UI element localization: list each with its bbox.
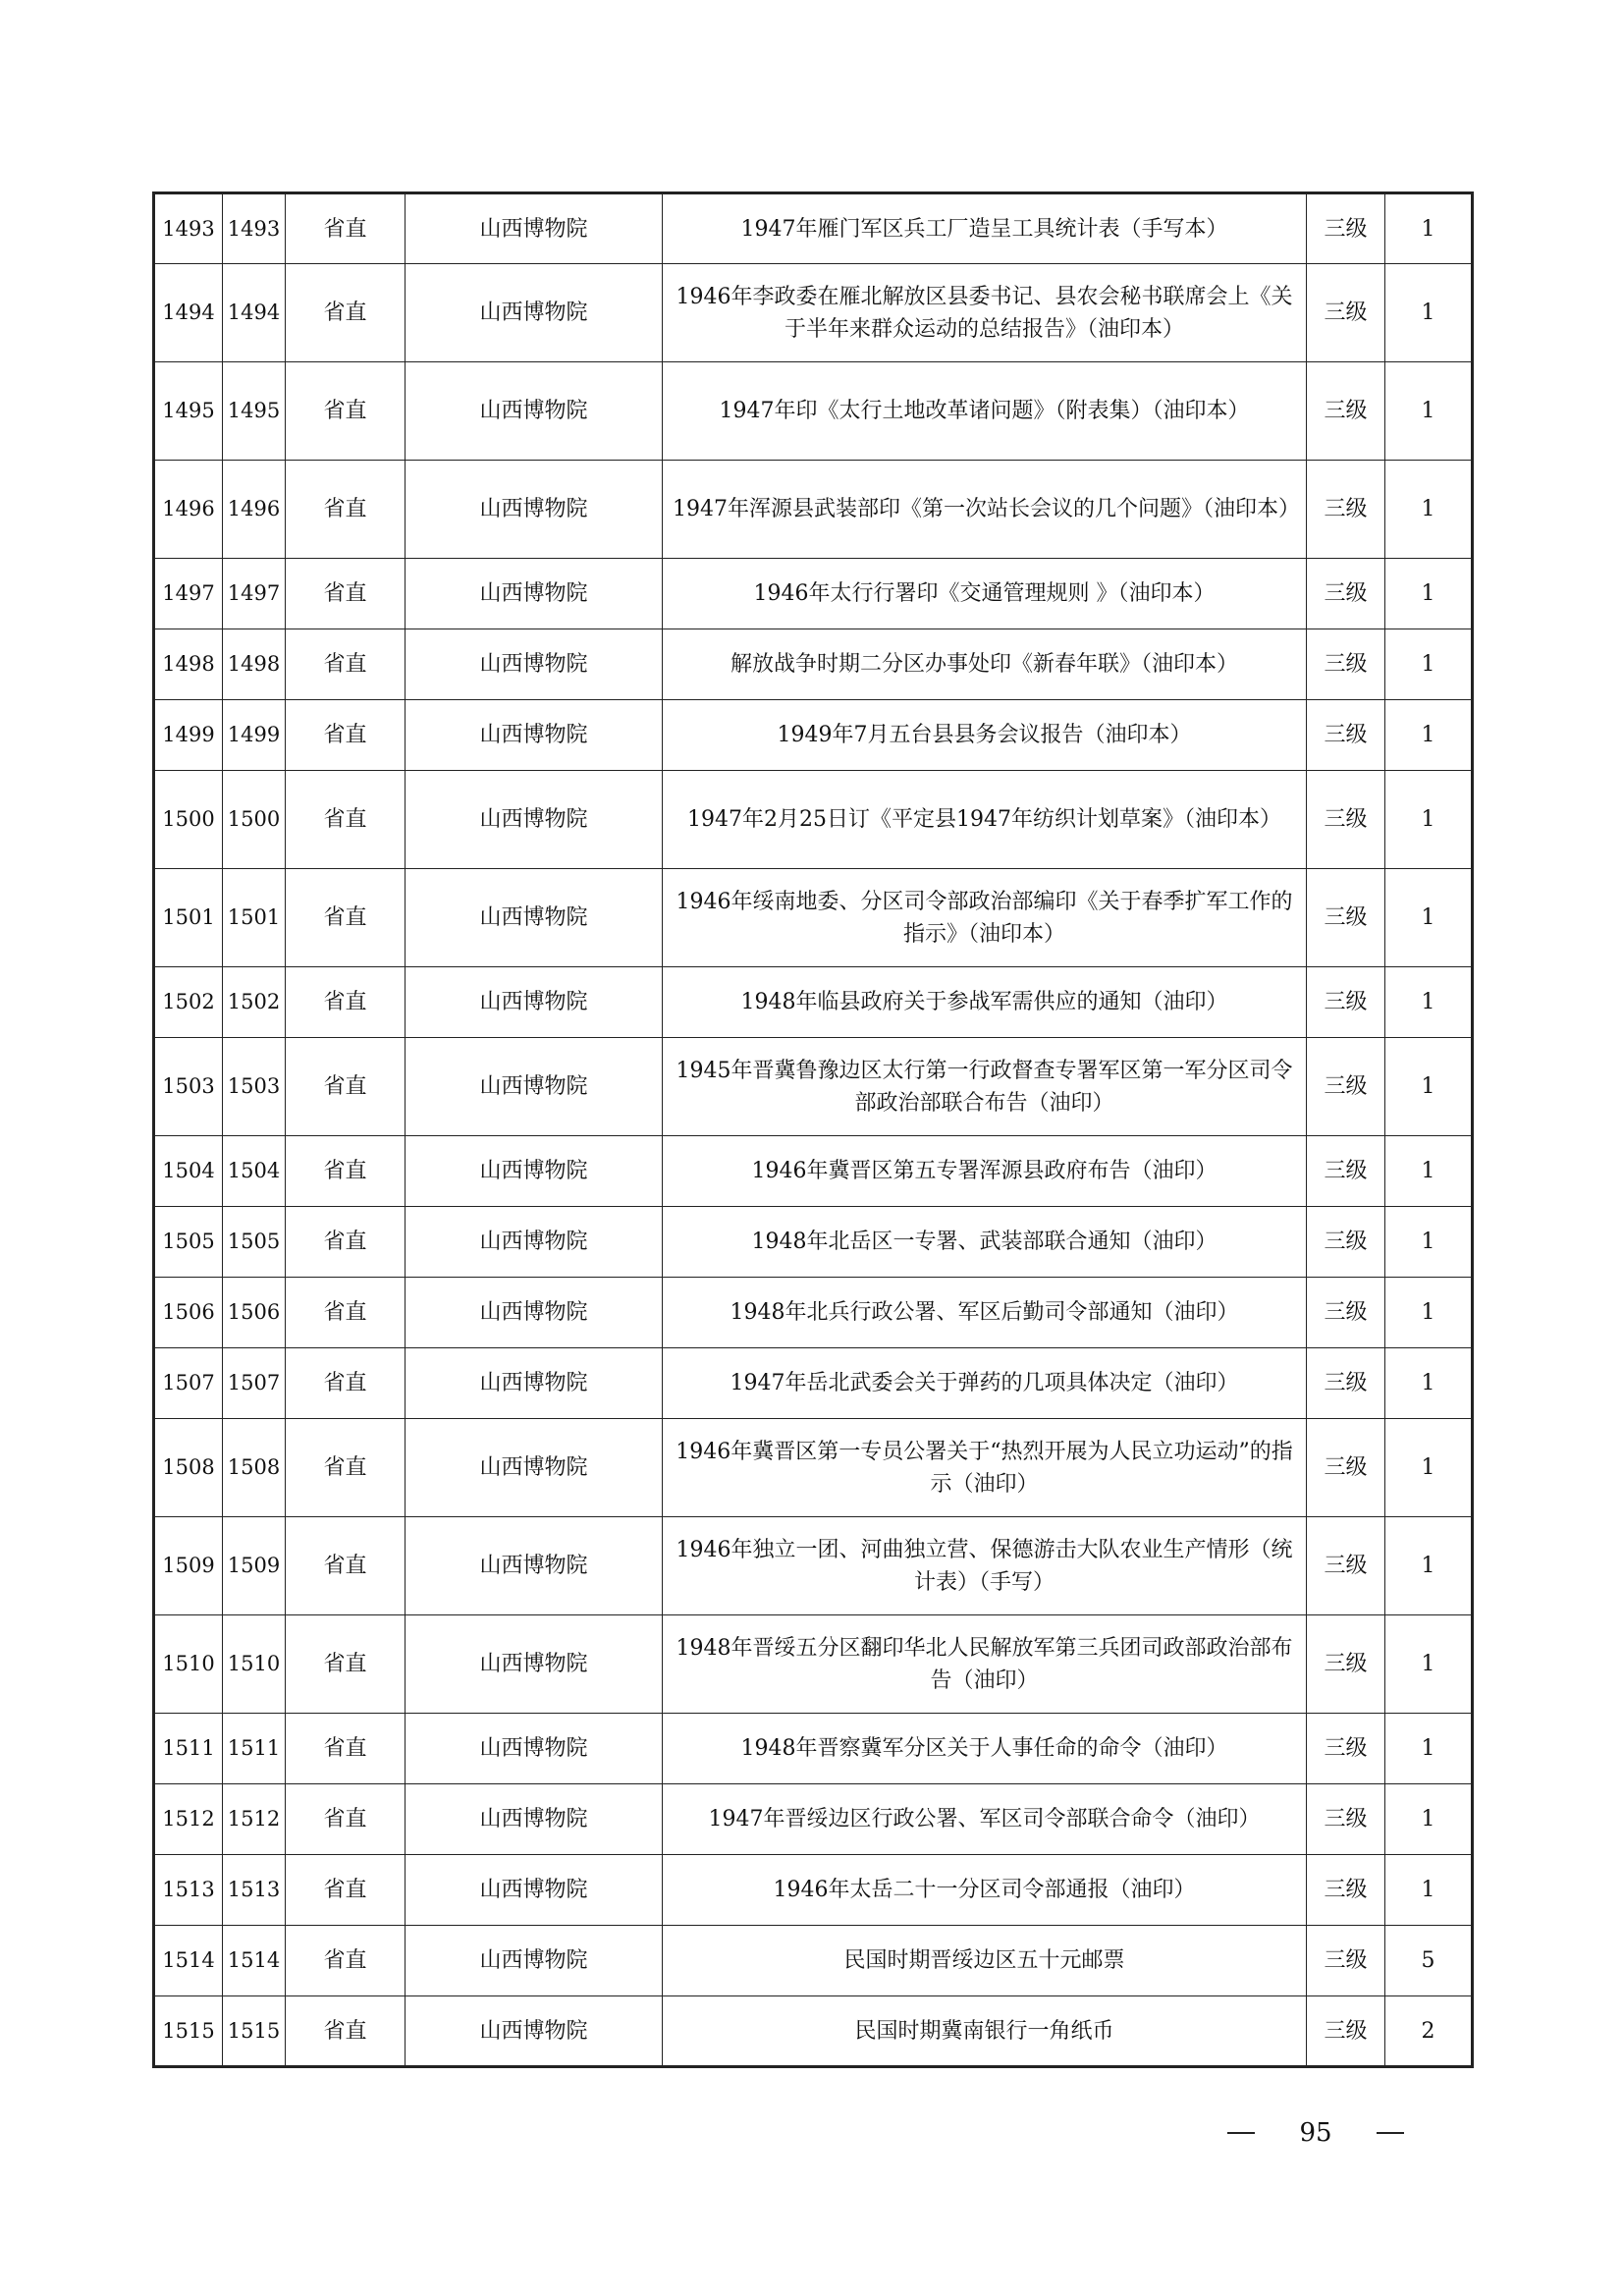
cell-seq: 1500 bbox=[154, 771, 223, 869]
cell-category: 省直 bbox=[286, 1926, 406, 1996]
table-row bbox=[154, 1348, 1473, 1419]
cell-num: 1513 bbox=[223, 1855, 286, 1926]
cell-num: 1497 bbox=[223, 559, 286, 629]
table-row bbox=[154, 193, 1473, 264]
table-row bbox=[154, 700, 1473, 771]
cell-level: 三级 bbox=[1307, 362, 1385, 461]
cell-level: 三级 bbox=[1307, 1419, 1385, 1517]
cell-count: 1 bbox=[1385, 700, 1473, 771]
cell-title: 1946年独立一团、河曲独立营、保德游击大队农业生产情形（统计表）（手写） bbox=[663, 1517, 1307, 1615]
cell-seq: 1511 bbox=[154, 1714, 223, 1784]
cell-title: 1948年北兵行政公署、军区后勤司令部通知（油印） bbox=[663, 1278, 1307, 1348]
cell-count: 1 bbox=[1385, 771, 1473, 869]
cell-num: 1503 bbox=[223, 1038, 286, 1136]
cell-level: 三级 bbox=[1307, 967, 1385, 1038]
cell-title: 1946年李政委在雁北解放区县委书记、县农会秘书联席会上《关于半年来群众运动的总结报告》（油印本） bbox=[663, 264, 1307, 362]
cell-title: 1945年晋冀鲁豫边区太行第一行政督查专署军区第一军分区司令部政治部联合布告（油印） bbox=[663, 1038, 1307, 1136]
cell-num: 1495 bbox=[223, 362, 286, 461]
cell-unit: 山西博物院 bbox=[406, 1517, 663, 1615]
cell-seq: 1494 bbox=[154, 264, 223, 362]
cell-seq: 1512 bbox=[154, 1784, 223, 1855]
table-row bbox=[154, 1419, 1473, 1517]
cell-count: 1 bbox=[1385, 1784, 1473, 1855]
cell-category: 省直 bbox=[286, 1714, 406, 1784]
cell-count: 1 bbox=[1385, 1348, 1473, 1419]
cell-seq: 1496 bbox=[154, 461, 223, 559]
cell-level: 三级 bbox=[1307, 1615, 1385, 1714]
cell-category: 省直 bbox=[286, 700, 406, 771]
table-row bbox=[154, 1136, 1473, 1207]
cell-unit: 山西博物院 bbox=[406, 1419, 663, 1517]
cell-num: 1508 bbox=[223, 1419, 286, 1517]
cell-unit: 山西博物院 bbox=[406, 869, 663, 967]
cell-count: 1 bbox=[1385, 1136, 1473, 1207]
footer-dash-right bbox=[1377, 2132, 1404, 2134]
cell-title: 1946年太岳二十一分区司令部通报（油印） bbox=[663, 1855, 1307, 1926]
cell-seq: 1501 bbox=[154, 869, 223, 967]
cell-seq: 1504 bbox=[154, 1136, 223, 1207]
cell-seq: 1506 bbox=[154, 1278, 223, 1348]
cell-level: 三级 bbox=[1307, 264, 1385, 362]
cell-unit: 山西博物院 bbox=[406, 1348, 663, 1419]
cell-title: 民国时期晋绥边区五十元邮票 bbox=[663, 1926, 1307, 1996]
table-row bbox=[154, 559, 1473, 629]
cell-unit: 山西博物院 bbox=[406, 1615, 663, 1714]
table-row bbox=[154, 771, 1473, 869]
cell-level: 三级 bbox=[1307, 629, 1385, 700]
cell-category: 省直 bbox=[286, 869, 406, 967]
cell-num: 1498 bbox=[223, 629, 286, 700]
cell-category: 省直 bbox=[286, 559, 406, 629]
cell-num: 1515 bbox=[223, 1996, 286, 2067]
table-row bbox=[154, 1615, 1473, 1714]
cell-count: 1 bbox=[1385, 193, 1473, 264]
cell-title: 1948年临县政府关于参战军需供应的通知（油印） bbox=[663, 967, 1307, 1038]
cell-unit: 山西博物院 bbox=[406, 461, 663, 559]
cell-unit: 山西博物院 bbox=[406, 362, 663, 461]
cell-count: 1 bbox=[1385, 1038, 1473, 1136]
cell-count: 1 bbox=[1385, 559, 1473, 629]
cell-title: 1946年绥南地委、分区司令部政治部编印《关于春季扩军工作的指示》（油印本） bbox=[663, 869, 1307, 967]
cell-unit: 山西博物院 bbox=[406, 967, 663, 1038]
cell-seq: 1499 bbox=[154, 700, 223, 771]
table-body bbox=[154, 193, 1473, 2067]
cell-title: 1947年浑源县武装部印《第一次站长会议的几个问题》（油印本） bbox=[663, 461, 1307, 559]
cell-count: 5 bbox=[1385, 1926, 1473, 1996]
cell-seq: 1497 bbox=[154, 559, 223, 629]
cell-level: 三级 bbox=[1307, 1278, 1385, 1348]
cell-num: 1502 bbox=[223, 967, 286, 1038]
relics-table bbox=[152, 191, 1474, 2068]
cell-unit: 山西博物院 bbox=[406, 1278, 663, 1348]
cell-count: 1 bbox=[1385, 1207, 1473, 1278]
cell-category: 省直 bbox=[286, 1136, 406, 1207]
cell-num: 1514 bbox=[223, 1926, 286, 1996]
table-row bbox=[154, 1714, 1473, 1784]
cell-unit: 山西博物院 bbox=[406, 1714, 663, 1784]
cell-num: 1494 bbox=[223, 264, 286, 362]
cell-category: 省直 bbox=[286, 1207, 406, 1278]
cell-category: 省直 bbox=[286, 1784, 406, 1855]
cell-count: 1 bbox=[1385, 1419, 1473, 1517]
cell-count: 1 bbox=[1385, 1714, 1473, 1784]
table-row bbox=[154, 1996, 1473, 2067]
cell-num: 1506 bbox=[223, 1278, 286, 1348]
cell-level: 三级 bbox=[1307, 1784, 1385, 1855]
cell-unit: 山西博物院 bbox=[406, 771, 663, 869]
cell-seq: 1514 bbox=[154, 1926, 223, 1996]
cell-title: 1948年晋察冀军分区关于人事任命的命令（油印） bbox=[663, 1714, 1307, 1784]
cell-title: 1947年印《太行土地改革诸问题》（附表集）（油印本） bbox=[663, 362, 1307, 461]
cell-unit: 山西博物院 bbox=[406, 264, 663, 362]
page-footer bbox=[1227, 2113, 1404, 2153]
cell-count: 1 bbox=[1385, 1278, 1473, 1348]
cell-category: 省直 bbox=[286, 967, 406, 1038]
cell-count: 1 bbox=[1385, 1615, 1473, 1714]
cell-level: 三级 bbox=[1307, 461, 1385, 559]
cell-level: 三级 bbox=[1307, 1714, 1385, 1784]
cell-num: 1504 bbox=[223, 1136, 286, 1207]
cell-category: 省直 bbox=[286, 362, 406, 461]
cell-title: 1947年雁门军区兵工厂造呈工具统计表（手写本） bbox=[663, 193, 1307, 264]
cell-num: 1509 bbox=[223, 1517, 286, 1615]
cell-category: 省直 bbox=[286, 193, 406, 264]
table-row bbox=[154, 869, 1473, 967]
table-row bbox=[154, 1517, 1473, 1615]
cell-title: 1946年冀晋区第一专员公署关于“热烈开展为人民立功运动”的指示（油印） bbox=[663, 1419, 1307, 1517]
cell-seq: 1495 bbox=[154, 362, 223, 461]
cell-unit: 山西博物院 bbox=[406, 1855, 663, 1926]
cell-category: 省直 bbox=[286, 1419, 406, 1517]
cell-seq: 1515 bbox=[154, 1996, 223, 2067]
cell-num: 1493 bbox=[223, 193, 286, 264]
table-row bbox=[154, 362, 1473, 461]
table-row bbox=[154, 1038, 1473, 1136]
cell-num: 1510 bbox=[223, 1615, 286, 1714]
footer-dash-left bbox=[1227, 2132, 1255, 2134]
cell-level: 三级 bbox=[1307, 1926, 1385, 1996]
cell-level: 三级 bbox=[1307, 1517, 1385, 1615]
cell-unit: 山西博物院 bbox=[406, 1926, 663, 1996]
cell-seq: 1502 bbox=[154, 967, 223, 1038]
table-row bbox=[154, 1855, 1473, 1926]
cell-unit: 山西博物院 bbox=[406, 700, 663, 771]
cell-count: 1 bbox=[1385, 967, 1473, 1038]
cell-level: 三级 bbox=[1307, 193, 1385, 264]
cell-count: 1 bbox=[1385, 1517, 1473, 1615]
cell-category: 省直 bbox=[286, 1348, 406, 1419]
cell-level: 三级 bbox=[1307, 1136, 1385, 1207]
cell-unit: 山西博物院 bbox=[406, 629, 663, 700]
cell-seq: 1505 bbox=[154, 1207, 223, 1278]
cell-title: 1949年7月五台县县务会议报告（油印本） bbox=[663, 700, 1307, 771]
cell-num: 1512 bbox=[223, 1784, 286, 1855]
cell-category: 省直 bbox=[286, 629, 406, 700]
cell-category: 省直 bbox=[286, 1855, 406, 1926]
cell-num: 1511 bbox=[223, 1714, 286, 1784]
cell-seq: 1513 bbox=[154, 1855, 223, 1926]
cell-title: 1947年2月25日订《平定县1947年纺织计划草案》（油印本） bbox=[663, 771, 1307, 869]
cell-category: 省直 bbox=[286, 264, 406, 362]
cell-unit: 山西博物院 bbox=[406, 1996, 663, 2067]
cell-unit: 山西博物院 bbox=[406, 1038, 663, 1136]
table-row bbox=[154, 967, 1473, 1038]
cell-num: 1496 bbox=[223, 461, 286, 559]
cell-title: 1948年晋绥五分区翻印华北人民解放军第三兵团司政部政治部布告（油印） bbox=[663, 1615, 1307, 1714]
cell-level: 三级 bbox=[1307, 1996, 1385, 2067]
table-row bbox=[154, 1278, 1473, 1348]
table-row bbox=[154, 461, 1473, 559]
table-row bbox=[154, 1784, 1473, 1855]
table-row bbox=[154, 629, 1473, 700]
cell-unit: 山西博物院 bbox=[406, 193, 663, 264]
cell-count: 1 bbox=[1385, 264, 1473, 362]
cell-seq: 1510 bbox=[154, 1615, 223, 1714]
cell-title: 解放战争时期二分区办事处印《新春年联》（油印本） bbox=[663, 629, 1307, 700]
cell-category: 省直 bbox=[286, 1996, 406, 2067]
cell-count: 2 bbox=[1385, 1996, 1473, 2067]
cell-title: 1947年晋绥边区行政公署、军区司令部联合命令（油印） bbox=[663, 1784, 1307, 1855]
cell-num: 1499 bbox=[223, 700, 286, 771]
cell-seq: 1507 bbox=[154, 1348, 223, 1419]
cell-unit: 山西博物院 bbox=[406, 1207, 663, 1278]
cell-unit: 山西博物院 bbox=[406, 1136, 663, 1207]
cell-unit: 山西博物院 bbox=[406, 1784, 663, 1855]
cell-level: 三级 bbox=[1307, 559, 1385, 629]
cell-count: 1 bbox=[1385, 869, 1473, 967]
cell-count: 1 bbox=[1385, 362, 1473, 461]
cell-title: 1946年太行行署印《交通管理规则 》（油印本） bbox=[663, 559, 1307, 629]
cell-num: 1507 bbox=[223, 1348, 286, 1419]
table-row bbox=[154, 264, 1473, 362]
cell-seq: 1493 bbox=[154, 193, 223, 264]
cell-count: 1 bbox=[1385, 629, 1473, 700]
cell-level: 三级 bbox=[1307, 1348, 1385, 1419]
cell-seq: 1503 bbox=[154, 1038, 223, 1136]
cell-num: 1501 bbox=[223, 869, 286, 967]
cell-count: 1 bbox=[1385, 1855, 1473, 1926]
cell-seq: 1509 bbox=[154, 1517, 223, 1615]
cell-title: 1948年北岳区一专署、武装部联合通知（油印） bbox=[663, 1207, 1307, 1278]
cell-category: 省直 bbox=[286, 1517, 406, 1615]
cell-level: 三级 bbox=[1307, 771, 1385, 869]
table-row bbox=[154, 1207, 1473, 1278]
cell-level: 三级 bbox=[1307, 1855, 1385, 1926]
cell-title: 1947年岳北武委会关于弹药的几项具体决定（油印） bbox=[663, 1348, 1307, 1419]
table-row bbox=[154, 1926, 1473, 1996]
cell-level: 三级 bbox=[1307, 700, 1385, 771]
cell-num: 1505 bbox=[223, 1207, 286, 1278]
cell-title: 1946年冀晋区第五专署浑源县政府布告（油印） bbox=[663, 1136, 1307, 1207]
cell-num: 1500 bbox=[223, 771, 286, 869]
cell-level: 三级 bbox=[1307, 1038, 1385, 1136]
cell-count: 1 bbox=[1385, 461, 1473, 559]
page-number: 95 bbox=[1299, 2118, 1332, 2148]
cell-unit: 山西博物院 bbox=[406, 559, 663, 629]
cell-category: 省直 bbox=[286, 1038, 406, 1136]
cell-level: 三级 bbox=[1307, 1207, 1385, 1278]
cell-seq: 1498 bbox=[154, 629, 223, 700]
cell-category: 省直 bbox=[286, 1278, 406, 1348]
cell-category: 省直 bbox=[286, 1615, 406, 1714]
cell-category: 省直 bbox=[286, 461, 406, 559]
cell-seq: 1508 bbox=[154, 1419, 223, 1517]
cell-title: 民国时期冀南银行一角纸币 bbox=[663, 1996, 1307, 2067]
cell-category: 省直 bbox=[286, 771, 406, 869]
cell-level: 三级 bbox=[1307, 869, 1385, 967]
